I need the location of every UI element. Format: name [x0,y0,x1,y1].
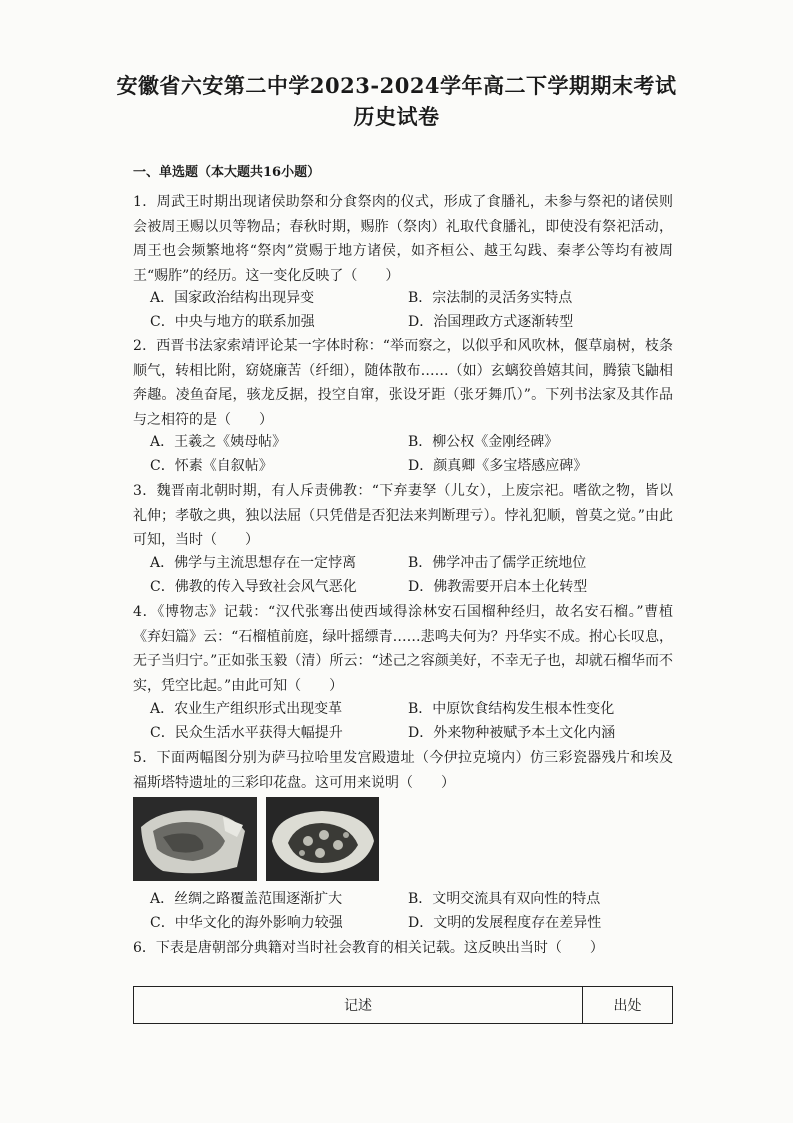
question-4-option-b[interactable]: B．中原饮食结构发生根本性变化 [408,701,615,717]
question-4-option-d[interactable]: D．外来物种被赋予本土文化内涵 [408,725,616,741]
question-1-option-d[interactable]: D．治国理政方式逐渐转型 [408,314,574,330]
question-5-option-d[interactable]: D．文明的发展程度存在差异性 [408,915,602,931]
exam-subject: 历史试卷 [353,104,440,129]
question-5-text: 5．下面两幅图分别为萨马拉哈里发宫殿遗址（今伊拉克境内）仿三彩瓷器残片和埃及福斯塔特遗址的三彩印花盘。这可用来说明（ ） [133,750,673,791]
question-2-option-b[interactable]: B．柳公权《金刚经碑》 [408,434,559,450]
question-3-option-a[interactable]: A．佛学与主流思想存在一定悖离 [150,555,357,571]
question-4-option-a[interactable]: A．农业生产组织形式出现变革 [150,701,343,717]
question-1-option-a[interactable]: A．国家政治结构出现异变 [150,290,315,306]
question-3-option-c[interactable]: C．佛教的传入导致社会风气恶化 [150,579,357,595]
question-4-option-c[interactable]: C．民众生活水平获得大幅提升 [150,725,343,741]
table-header-row [134,987,673,1024]
records-table [133,986,673,1024]
question-4-text: 4．《博物志》记载：“汉代张骞出使西域得涂林安石国榴种经归，故名安石榴。”曹植《弃妇篇》云：“石榴植前庭，绿叶摇缥青……悲鸣夫何为？丹华实不成。拊心长叹息，无子当归宁。”正如张玉毅（清）所云：“述己之容颜美好，不幸无子也，却就石榴华而不实，凭空比起。”由此可知（ ） [133,604,673,694]
question-2-text: 2．西晋书法家索靖评论某一字体时称：“举而察之，以似乎和风吹林，偃草扇树，枝条顺气，转相比附，窈娆廉苦（纤细），随体散布……（如）玄螭狡兽嬉其间，腾猿飞鼬相奔趣。凌鱼奋尾，骇龙反据，投空自窜，张设牙距（张牙舞爪）”。下列书法家及其作品与之相符的是（ ） [133,338,673,428]
sancai-plate-photo [266,797,379,881]
question-5-option-c[interactable]: C．中华文化的海外影响力较强 [150,915,343,931]
question-1-text: 1．周武王时期出现诸侯助祭和分食祭肉的仪式，形成了食膰礼，未参与祭祀的诸侯则会被周王赐以贝等物品；春秋时期，赐胙（祭肉）礼取代食膰礼，即使没有祭祀活动，周王也会频繁地将“祭肉”赏赐于地方诸侯，如齐桓公、越王勾践、秦孝公等均有被周王“赐胙”的经历。这一变化反映了（ ） [133,194,673,284]
table-header-description: 记述 [134,987,583,1024]
question-2-option-c[interactable]: C．怀素《自叙帖》 [150,458,273,474]
question-6-text: 6．下表是唐朝部分典籍对当时社会教育的相关记载。这反映出当时（ ） [133,940,604,956]
question-3-text: 3．魏晋南北朝时期，有人斥责佛教：“下弃妻孥（儿女），上废宗祀。嗜欲之物，皆以礼伸；孝敬之典，独以法屈（只凭借是否犯法来判断理亏）。悖礼犯顺，曾莫之觉。”由此可知，当时（ ） [133,483,673,548]
question-5-option-b[interactable]: B．文明交流具有双向性的特点 [408,891,601,907]
question-1-option-c[interactable]: C．中央与地方的联系加强 [150,314,315,330]
question-2-option-a[interactable]: A．王羲之《姨母帖》 [150,434,287,450]
question-3-option-b[interactable]: B．佛学冲击了儒学正统地位 [408,555,587,571]
exam-title: 安徽省六安第二中学2023-2024学年高二下学期期末考试 [116,73,677,98]
section-heading: 一、单选题（本大题共16小题） [133,165,321,180]
question-2-option-d[interactable]: D．颜真卿《多宝塔感应碑》 [408,458,588,474]
question-5-option-a[interactable]: A．丝绸之路覆盖范围逐渐扩大 [150,891,343,907]
table-header-source: 出处 [583,987,673,1024]
ceramic-shard-photo [133,797,257,881]
question-3-option-d[interactable]: D．佛教需要开启本土化转型 [408,579,588,595]
question-1-option-b[interactable]: B．宗法制的灵活务实特点 [408,290,573,306]
